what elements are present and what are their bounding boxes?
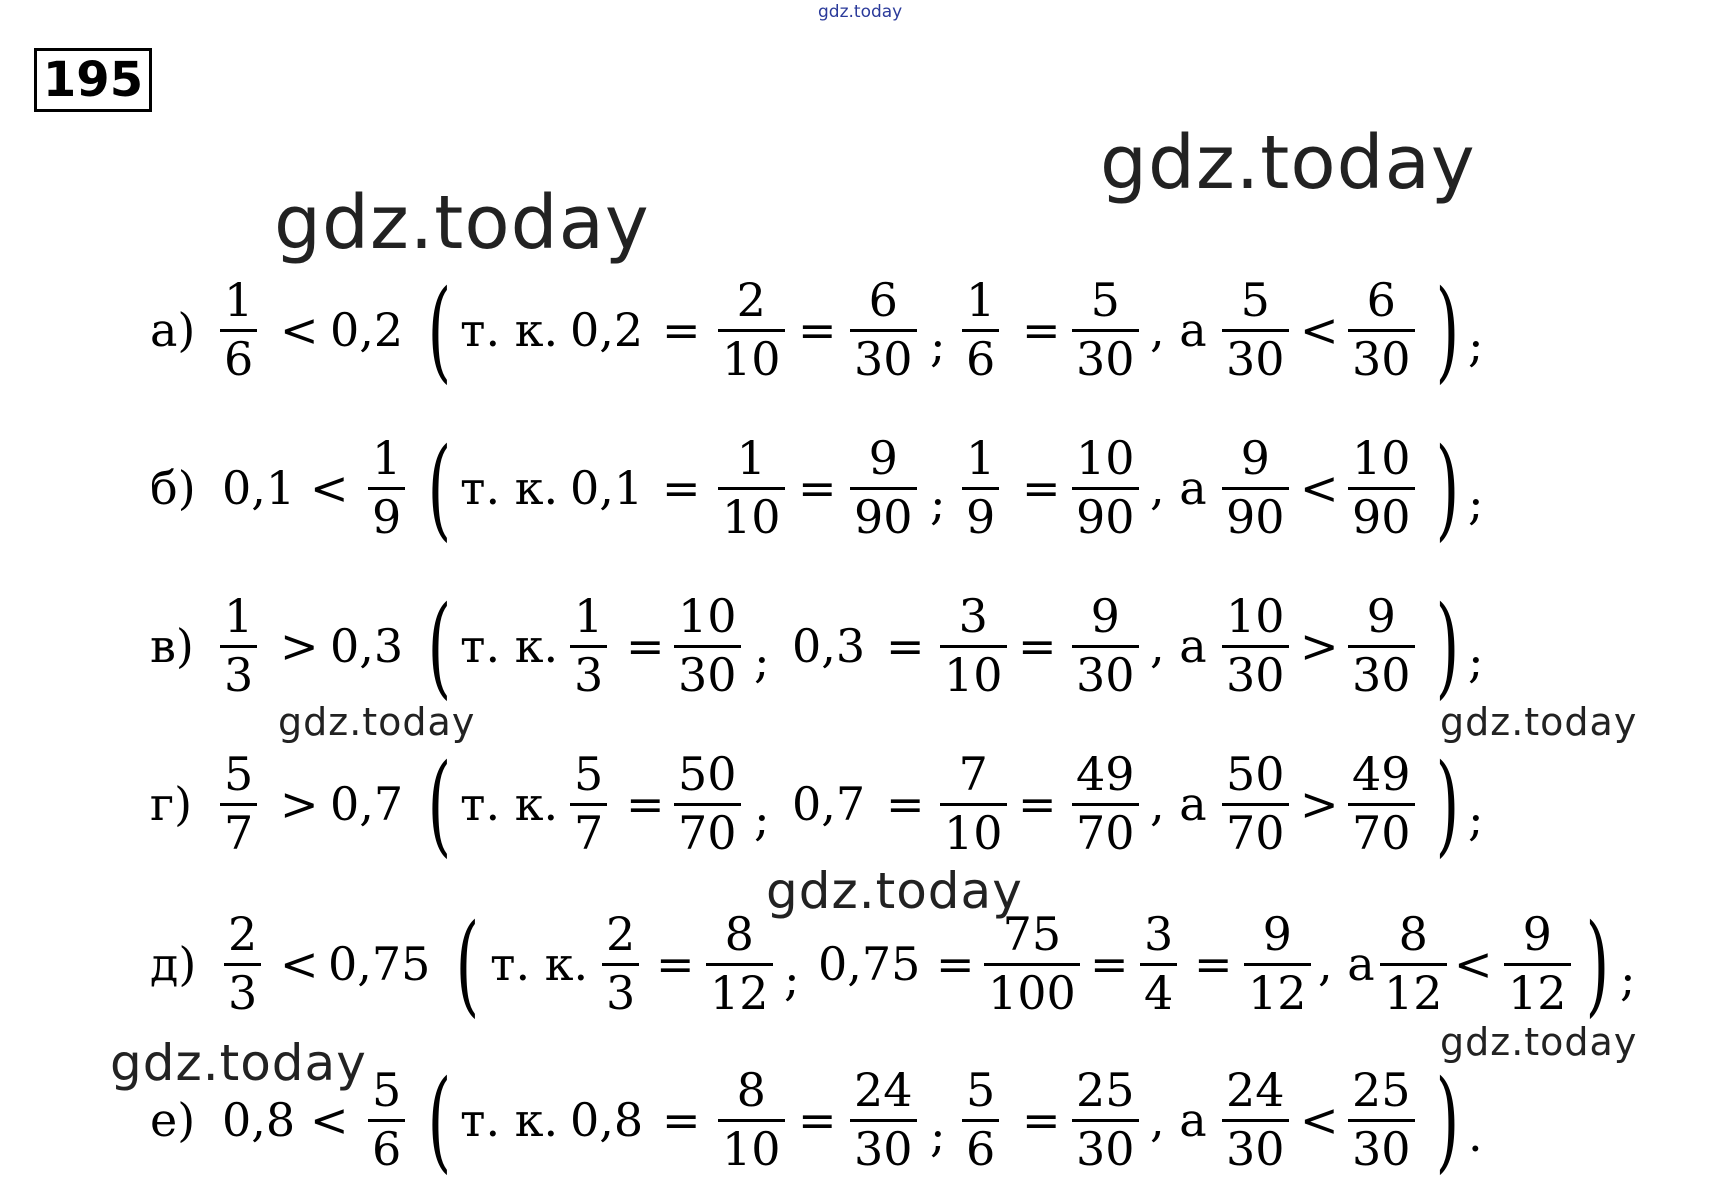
decimal-value: 0,3	[792, 619, 866, 673]
fraction	[1072, 1040, 1139, 1200]
denominator: 10	[718, 487, 785, 545]
denominator: 90	[850, 487, 917, 545]
equals-sign: =	[798, 303, 837, 357]
problem-number: 195	[34, 48, 152, 112]
numerator: 49	[1352, 747, 1411, 802]
denominator: 90	[1348, 487, 1415, 545]
numerator: 2	[606, 907, 636, 962]
comparison-sign: >	[280, 777, 319, 831]
denominator: 70	[1222, 803, 1289, 861]
left-paren: (	[427, 582, 452, 710]
denominator: 3	[570, 645, 607, 703]
denominator: 6	[962, 1119, 999, 1177]
fraction	[570, 566, 607, 726]
left-paren: (	[427, 740, 452, 868]
tk-abbrev: т. к.	[460, 461, 559, 515]
comparison-sign: >	[280, 619, 319, 673]
denominator: 10	[940, 645, 1007, 703]
fraction	[850, 408, 917, 568]
right-paren: )	[1435, 266, 1460, 394]
denominator: 3	[224, 963, 261, 1021]
denominator: 90	[1222, 487, 1289, 545]
watermark-right-low: gdz.today	[1440, 1020, 1638, 1064]
fraction	[602, 884, 639, 1044]
decimal-value: 0,7	[792, 777, 866, 831]
numerator: 24	[1226, 1063, 1285, 1118]
decimal-value: 0,2	[570, 303, 644, 357]
watermark-large-right: gdz.today	[1100, 120, 1476, 206]
numerator: 1	[574, 589, 604, 644]
numerator: 10	[1352, 431, 1411, 486]
tk-abbrev: т. к.	[490, 937, 589, 991]
fraction	[706, 884, 773, 1044]
denominator: 12	[706, 963, 773, 1021]
denominator: 6	[368, 1119, 405, 1177]
equals-sign: =	[626, 619, 665, 673]
denominator: 30	[1072, 1119, 1139, 1177]
fraction	[1222, 1040, 1289, 1200]
decimal-value: 0,2	[330, 303, 404, 357]
decimal-value: 0,1	[570, 461, 644, 515]
watermark-left-low: gdz.today	[110, 1034, 367, 1092]
numerator: 5	[966, 1063, 996, 1118]
item-label: г)	[150, 777, 193, 831]
fraction	[850, 1040, 917, 1200]
comparison-sign: >	[1300, 619, 1339, 673]
fraction	[220, 566, 257, 726]
separator: ;	[754, 792, 770, 846]
fraction	[674, 724, 741, 884]
fraction	[1348, 1040, 1415, 1200]
watermark-left-mid: gdz.today	[278, 700, 476, 744]
denominator: 30	[1348, 1119, 1415, 1177]
fraction	[1072, 724, 1139, 884]
denominator: 70	[1348, 803, 1415, 861]
comparison-sign: <	[1300, 461, 1339, 515]
decimal-value: 0,1	[222, 461, 296, 515]
denominator: 30	[1348, 329, 1415, 387]
equals-sign: =	[626, 777, 665, 831]
right-paren: )	[1435, 1056, 1460, 1184]
separator: ;	[754, 634, 770, 688]
fraction	[718, 250, 785, 410]
denominator: 3	[220, 645, 257, 703]
right-paren: )	[1435, 740, 1460, 868]
fraction	[1222, 408, 1289, 568]
numerator: 1	[966, 273, 996, 328]
numerator: 9	[1366, 589, 1396, 644]
denominator: 30	[1222, 329, 1289, 387]
item-label: б)	[150, 461, 196, 515]
right-paren: )	[1435, 424, 1460, 552]
denominator: 70	[674, 803, 741, 861]
numerator: 6	[1366, 273, 1396, 328]
equals-sign: =	[662, 303, 701, 357]
equals-sign: =	[886, 619, 925, 673]
denominator: 10	[718, 1119, 785, 1177]
item-label: е)	[150, 1093, 196, 1147]
numerator: 5	[574, 747, 604, 802]
fraction	[1222, 724, 1289, 884]
item-label: в)	[150, 619, 194, 673]
numerator: 1	[224, 589, 254, 644]
denominator: 4	[1140, 963, 1177, 1021]
conjunction: , а	[1150, 1093, 1207, 1147]
equals-sign: =	[1018, 777, 1057, 831]
fraction	[1348, 566, 1415, 726]
numerator: 24	[854, 1063, 913, 1118]
separator: ;	[930, 476, 946, 530]
equals-sign: =	[1022, 1093, 1061, 1147]
comparison-sign: >	[1300, 777, 1339, 831]
fraction	[220, 724, 257, 884]
denominator: 10	[940, 803, 1007, 861]
equals-sign: =	[1022, 461, 1061, 515]
separator: ;	[930, 1108, 946, 1162]
fraction	[718, 408, 785, 568]
tk-abbrev: т. к.	[460, 1093, 559, 1147]
right-paren: )	[1585, 900, 1610, 1028]
denominator: 10	[718, 329, 785, 387]
equals-sign: =	[1018, 619, 1057, 673]
numerator: 7	[958, 747, 988, 802]
numerator: 2	[228, 907, 258, 962]
line-end: ;	[1468, 634, 1484, 688]
numerator: 5	[1090, 273, 1120, 328]
numerator: 25	[1352, 1063, 1411, 1118]
fraction	[940, 566, 1007, 726]
fraction	[1222, 566, 1289, 726]
right-paren: )	[1435, 582, 1460, 710]
decimal-value: 0,8	[222, 1093, 296, 1147]
comparison-sign: <	[1454, 937, 1493, 991]
numerator: 1	[736, 431, 766, 486]
numerator: 9	[1262, 907, 1292, 962]
numerator: 2	[736, 273, 766, 328]
comparison-sign: <	[310, 1093, 349, 1147]
separator: ;	[784, 952, 800, 1006]
fraction	[1348, 408, 1415, 568]
fraction	[1072, 250, 1139, 410]
denominator: 30	[1072, 645, 1139, 703]
watermark-center: gdz.today	[766, 862, 1023, 920]
fraction	[962, 408, 999, 568]
numerator: 49	[1076, 747, 1135, 802]
fraction	[984, 884, 1080, 1044]
fraction	[674, 566, 741, 726]
line-end: .	[1468, 1108, 1483, 1162]
item-label: а)	[150, 303, 196, 357]
denominator: 30	[674, 645, 741, 703]
denominator: 7	[220, 803, 257, 861]
denominator: 9	[962, 487, 999, 545]
fraction	[850, 250, 917, 410]
equals-sign: =	[936, 937, 975, 991]
numerator: 50	[1226, 747, 1285, 802]
watermark-right-mid: gdz.today	[1440, 700, 1638, 744]
decimal-value: 0,7	[330, 777, 404, 831]
fraction	[962, 250, 999, 410]
numerator: 5	[372, 1063, 402, 1118]
denominator: 90	[1072, 487, 1139, 545]
fraction	[1072, 408, 1139, 568]
equals-sign: =	[886, 777, 925, 831]
denominator: 12	[1380, 963, 1447, 1021]
denominator: 3	[602, 963, 639, 1021]
comparison-sign: <	[1300, 1093, 1339, 1147]
denominator: 12	[1244, 963, 1311, 1021]
fraction	[962, 1040, 999, 1200]
numerator: 1	[966, 431, 996, 486]
line-end: ;	[1468, 476, 1484, 530]
equals-sign: =	[662, 1093, 701, 1147]
equals-sign: =	[1022, 303, 1061, 357]
tk-abbrev: т. к.	[460, 619, 559, 673]
decimal-value: 0,75	[328, 937, 431, 991]
denominator: 30	[1348, 645, 1415, 703]
decimal-value: 0,8	[570, 1093, 644, 1147]
denominator: 6	[962, 329, 999, 387]
numerator: 10	[1226, 589, 1285, 644]
numerator: 9	[868, 431, 898, 486]
denominator: 70	[1072, 803, 1139, 861]
fraction	[1348, 724, 1415, 884]
fraction	[224, 884, 261, 1044]
watermark-small-top: gdz.today	[818, 2, 903, 22]
fraction	[1072, 566, 1139, 726]
numerator: 5	[224, 747, 254, 802]
numerator: 5	[1240, 273, 1270, 328]
decimal-value: 0,75	[818, 937, 921, 991]
equals-sign: =	[656, 937, 695, 991]
fraction	[940, 724, 1007, 884]
line-end: ;	[1620, 952, 1636, 1006]
denominator: 9	[368, 487, 405, 545]
numerator: 8	[1398, 907, 1428, 962]
denominator: 12	[1504, 963, 1571, 1021]
numerator: 50	[678, 747, 737, 802]
comparison-sign: <	[1300, 303, 1339, 357]
numerator: 10	[1076, 431, 1135, 486]
numerator: 8	[724, 907, 754, 962]
fraction	[368, 1040, 405, 1200]
fraction	[718, 1040, 785, 1200]
numerator: 8	[736, 1063, 766, 1118]
left-paren: (	[427, 1056, 452, 1184]
tk-abbrev: т. к.	[460, 303, 559, 357]
denominator: 30	[850, 329, 917, 387]
watermark-large-left: gdz.today	[274, 180, 650, 266]
numerator: 6	[868, 273, 898, 328]
fraction	[1348, 250, 1415, 410]
numerator: 9	[1090, 589, 1120, 644]
left-paren: (	[427, 266, 452, 394]
separator: ;	[930, 318, 946, 372]
tk-abbrev: т. к.	[460, 777, 559, 831]
denominator: 30	[1222, 645, 1289, 703]
fraction	[1140, 884, 1177, 1044]
fraction	[368, 408, 405, 568]
numerator: 1	[372, 431, 402, 486]
line-end: ;	[1468, 792, 1484, 846]
fraction	[1380, 884, 1447, 1044]
fraction	[220, 250, 257, 410]
equals-sign: =	[798, 461, 837, 515]
numerator: 75	[1002, 907, 1062, 962]
numerator: 1	[224, 273, 254, 328]
denominator: 100	[984, 963, 1080, 1021]
conjunction: , а	[1150, 777, 1207, 831]
numerator: 9	[1240, 431, 1270, 486]
conjunction: , а	[1150, 619, 1207, 673]
left-paren: (	[427, 424, 452, 552]
comparison-sign: <	[280, 937, 319, 991]
fraction	[1504, 884, 1571, 1044]
equals-sign: =	[798, 1093, 837, 1147]
line-end: ;	[1468, 318, 1484, 372]
denominator: 6	[220, 329, 257, 387]
numerator: 10	[678, 589, 737, 644]
fraction	[570, 724, 607, 884]
fraction	[1244, 884, 1311, 1044]
decimal-value: 0,3	[330, 619, 404, 673]
numerator: 9	[1522, 907, 1552, 962]
denominator: 7	[570, 803, 607, 861]
equals-sign: =	[1194, 937, 1233, 991]
conjunction: , а	[1318, 937, 1375, 991]
numerator: 3	[958, 589, 988, 644]
denominator: 30	[850, 1119, 917, 1177]
numerator: 3	[1144, 907, 1174, 962]
denominator: 30	[1222, 1119, 1289, 1177]
comparison-sign: <	[310, 461, 349, 515]
item-label: д)	[150, 937, 197, 991]
fraction	[1222, 250, 1289, 410]
denominator: 30	[1072, 329, 1139, 387]
conjunction: , а	[1150, 461, 1207, 515]
numerator: 25	[1076, 1063, 1135, 1118]
equals-sign: =	[1090, 937, 1129, 991]
conjunction: , а	[1150, 303, 1207, 357]
comparison-sign: <	[280, 303, 319, 357]
left-paren: (	[455, 900, 480, 1028]
equals-sign: =	[662, 461, 701, 515]
